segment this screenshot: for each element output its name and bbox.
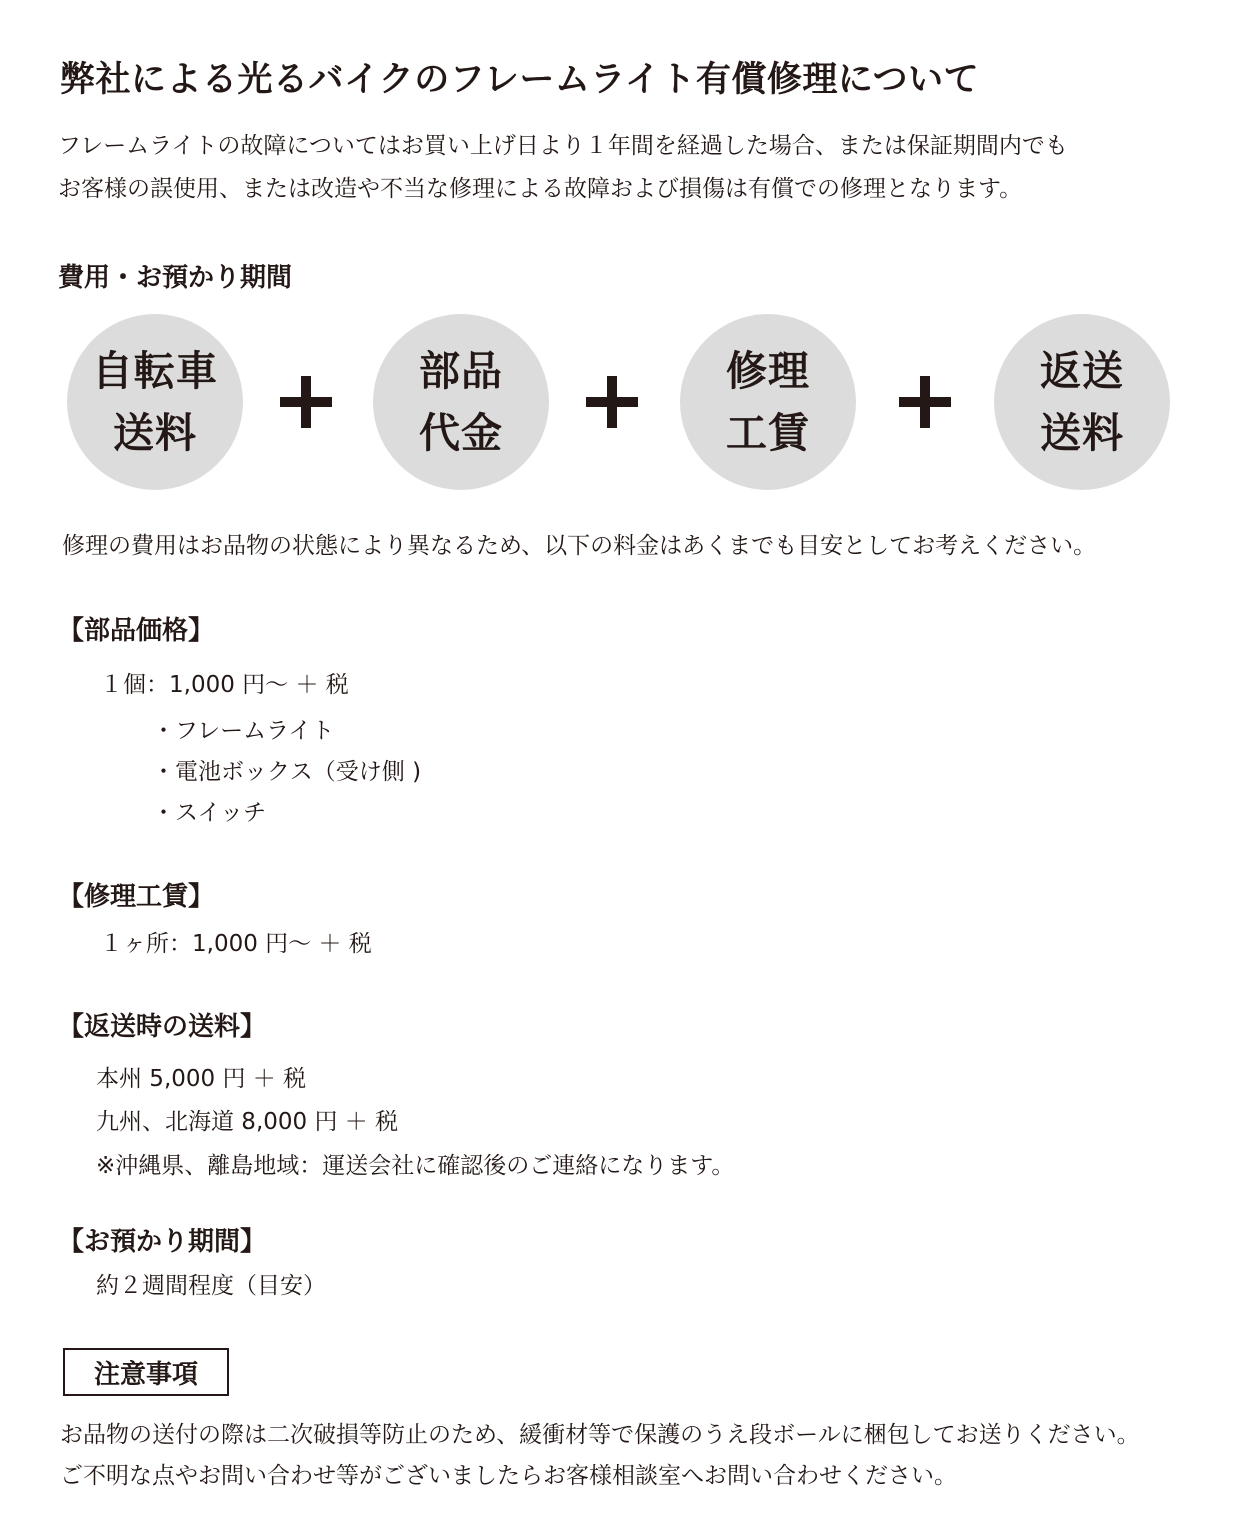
caution-line-2: ご不明な点やお問い合わせ等がございましたらお客様相談室へお問い合わせください。 xyxy=(60,1463,957,1489)
cost-note: 修理の費用はお品物の状態により異なるため、以下の料金はあくまでも目安としてお考えください。 xyxy=(62,533,1097,559)
circle-label-line1: 修理 xyxy=(726,347,810,395)
circle-parts-cost xyxy=(373,314,549,490)
parts-heading: 【部品価格】 xyxy=(58,616,215,646)
parts-item: ・フレームライト xyxy=(152,718,335,744)
parts-item: ・スイッチ xyxy=(152,800,267,826)
caution-label: 注意事項 xyxy=(63,1348,229,1396)
period-heading: 【お預かり期間】 xyxy=(58,1227,267,1257)
parts-item: ・電池ボックス（受け側 ) xyxy=(152,759,422,785)
circle-label-line2: 工賃 xyxy=(726,409,810,457)
circle-label-line1: 返送 xyxy=(1040,347,1124,395)
circle-label-line2: 代金 xyxy=(419,409,503,457)
plus-icon xyxy=(280,376,332,428)
shipping-line: 九州、北海道 8,000 円 ＋ 税 xyxy=(96,1109,399,1135)
cost-heading: 費用・お預かり期間 xyxy=(58,263,293,293)
labor-price: １ヶ所：1,000 円～ ＋ 税 xyxy=(100,931,372,957)
shipping-heading: 【返送時の送料】 xyxy=(58,1012,267,1042)
caution-line-1: お品物の送付の際は二次破損等防止のため、緩衝材等で保護のうえ段ボールに梱包してお送りください。 xyxy=(60,1422,1140,1448)
circle-label-line1: 自転車 xyxy=(92,347,218,395)
circle-label-line1: 部品 xyxy=(419,347,503,395)
plus-icon xyxy=(899,376,951,428)
circle-bike-shipping xyxy=(67,314,243,490)
shipping-line: 本州 5,000 円 ＋ 税 xyxy=(96,1066,307,1092)
labor-heading: 【修理工賃】 xyxy=(58,882,215,912)
period-text: 約２週間程度（目安） xyxy=(96,1273,326,1299)
circle-label-line2: 送料 xyxy=(113,409,197,457)
intro-line-2: お客様の誤使用、または改造や不当な修理による故障および損傷は有償での修理となります。 xyxy=(58,176,1023,202)
parts-price: １個：1,000 円～ ＋ 税 xyxy=(100,672,349,698)
intro-line-1: フレームライトの故障についてはお買い上げ日より１年間を経過した場合、または保証期間内でも xyxy=(58,133,1068,159)
page-title: 弊社による光るバイクのフレームライト有償修理について xyxy=(60,60,980,100)
shipping-line: ※沖縄県、離島地域：運送会社に確認後のご連絡になります。 xyxy=(96,1153,735,1179)
circle-repair-labor xyxy=(680,314,856,490)
circle-label-line2: 送料 xyxy=(1040,409,1124,457)
circle-return-shipping xyxy=(994,314,1170,490)
plus-icon xyxy=(586,376,638,428)
